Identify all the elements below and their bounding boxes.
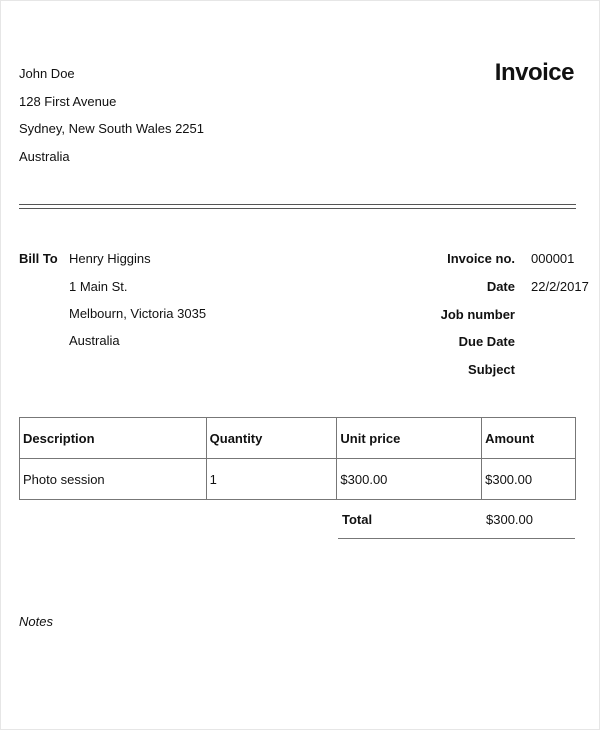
sender-country: Australia <box>19 149 70 164</box>
total-value: $300.00 <box>486 512 533 527</box>
sender-name: John Doe <box>19 66 75 81</box>
table-row <box>20 459 576 500</box>
sender-address-line1: 128 First Avenue <box>19 94 117 109</box>
line-items-table <box>19 417 576 500</box>
job-number-label: Job number <box>440 307 515 322</box>
cell-description: Photo session <box>20 459 207 500</box>
bill-to-label: Bill To <box>19 251 58 266</box>
due-date-label: Due Date <box>458 334 515 349</box>
bill-to-name: Henry Higgins <box>69 251 151 266</box>
bill-to-country: Australia <box>69 333 120 348</box>
invoice-no-label: Invoice no. <box>447 251 515 266</box>
bill-to-address-line1: 1 Main St. <box>69 279 128 294</box>
column-header-description: Description <box>20 418 207 459</box>
date-value: 22/2/2017 <box>531 279 589 294</box>
total-underline <box>338 538 575 539</box>
column-header-unit-price: Unit price <box>337 418 482 459</box>
cell-quantity: 1 <box>206 459 337 500</box>
date-label: Date <box>486 279 515 294</box>
column-header-quantity: Quantity <box>206 418 337 459</box>
header-divider-top <box>19 204 576 205</box>
invoice-no-value: 000001 <box>531 251 575 266</box>
subject-label: Subject <box>468 362 515 377</box>
column-header-amount: Amount <box>482 418 576 459</box>
document-title: Invoice <box>494 59 574 86</box>
header-divider-bottom <box>19 208 576 209</box>
notes-label: Notes <box>19 614 53 629</box>
cell-unit-price: $300.00 <box>337 459 482 500</box>
cell-amount: $300.00 <box>482 459 576 500</box>
bill-to-address-line2: Melbourn, Victoria 3035 <box>69 306 207 321</box>
sender-address-line2: Sydney, New South Wales 2251 <box>19 121 204 136</box>
table-header-row <box>20 418 576 459</box>
total-label: Total <box>342 512 373 527</box>
